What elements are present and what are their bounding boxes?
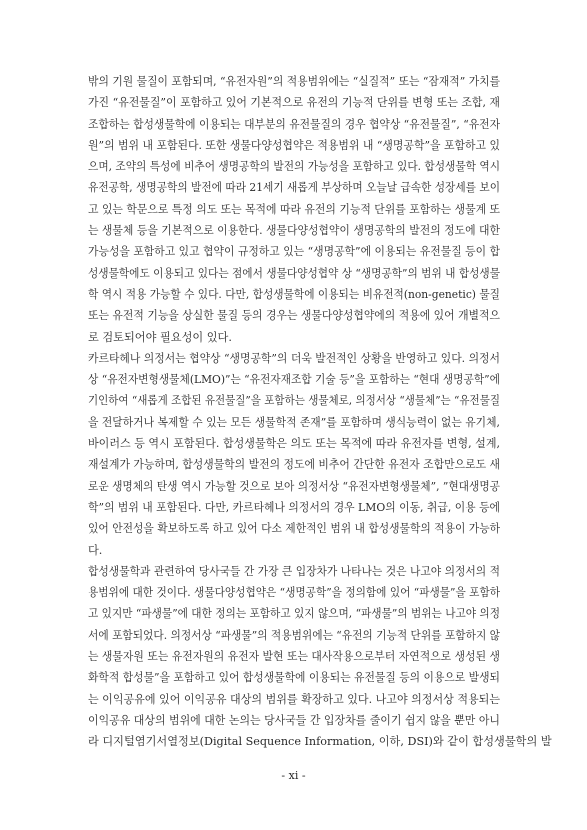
text-line: 가능성을 포함하고 있고 협약이 규정하고 있는 “생명공학”에 이용되는 유전물질 등이 합 — [88, 245, 500, 259]
text-line: 라 디지털염기서열정보(Digital Sequence Information, 이하, DSI)와 같이 합성생물학의 발 — [88, 735, 552, 749]
text-line: 원”의 범위 내 포함된다. 또한 생물다양성협약은 적용범위 내 “생명공학”을 포함하고 있 — [88, 138, 500, 152]
text-line: 가진 “유전물질”이 포함하고 있어 기본적으로 유전의 기능적 단위를 변형 또는 조합, 재 — [88, 96, 500, 110]
text-line: 는 생물체 등을 기본적으로 이용한다. 생물다양성협약이 생명공학의 발전의 정도에 대한 — [88, 224, 501, 238]
text-line: 카르타헤나 의정서는 협약상 “생명공학”의 더욱 발전적인 상황을 반영하고 있다. 의정서 — [88, 351, 500, 365]
text-line: 서에 포함되었다. 의정서상 “파생물”의 적용범위에는 “유전의 기능적 단위를 포함하지 않 — [88, 628, 501, 642]
text-line: 로 검토되어야 필요성이 있다. — [88, 330, 232, 344]
text-line: 있어 안전성을 확보하도록 하고 있어 다소 제한적인 범위 내 합성생물학의 적용이 가능하 — [88, 522, 501, 536]
text-line: 밖의 기원 물질이 포함되며, “유전자원”의 적용범위에는 “실질적” 또는 “잠재적” 가치를 — [88, 75, 501, 88]
text-line: 로운 생명체의 탄생 역시 가능할 것으로 보아 의정서상 “유전자변형생물체”, ”현대생명공 — [88, 479, 501, 493]
text-line: 다. — [88, 543, 103, 557]
text-line: 바이러스 등 역시 포함된다. 합성생물학은 의도 또는 목적에 따라 유전자를 변형, 설계, — [88, 437, 501, 451]
body-text — [88, 71, 552, 753]
paragraph — [88, 348, 500, 561]
paragraph — [88, 561, 552, 753]
text-line: 조합하는 합성생물학에 이용되는 대부분의 유전물질의 경우 협약상 “유전물질”, “유전자 — [88, 117, 500, 131]
text-line: 는 생물자원 또는 유전자원의 유전자 발현 또는 대사작용으로부터 자연적으로 생성된 생 — [88, 650, 501, 664]
paragraph — [88, 71, 500, 348]
text-line: 재설계가 가능하며, 합성생물학의 발전의 정도에 비추어 간단한 유전자 조합만으로도 새 — [88, 458, 501, 472]
text-line: 유전공학, 생명공학의 발전에 따라 21세기 새롭게 부상하며 오늘날 급속한 성장세를 보이 — [88, 181, 501, 195]
text-line: 화학적 합성물”을 포함하고 있어 합성생물학에 이용되는 유전물질 등의 이용으로 발생되 — [88, 671, 500, 685]
text-line: 는 이익공유에 있어 이익공유 대상의 범위를 확장하고 있다. 나고야 의정서상 적용되는 — [88, 692, 500, 706]
text-line: 용범위에 대한 것이다. 생물다양성협약은 “생명공학”을 정의함에 있어 “파생물”을 포함하 — [88, 586, 501, 600]
text-line: 기인하여 “새롭게 조합된 유전물질”을 포함하는 생물체로, 의정서상 “생물체”는 “유전물질 — [88, 394, 501, 408]
text-line: 으며, 조약의 특성에 비추어 생명공학의 발전의 가능성을 포함하고 있다. 합성생물학 역시 — [88, 160, 501, 174]
text-line: 고 있지만 “파생물”에 대한 정의는 포함하고 있지 않으며, “파생물”의 범위는 나고야 의정 — [88, 607, 500, 621]
text-line: 이익공유 대상의 범위에 대한 논의는 당사국들 간 입장차를 줄이기 쉽지 않을 뿐만 아니 — [88, 713, 501, 727]
text-line: 성생물학에도 이용되고 있다는 점에서 생물다양성협약 상 “생명공학”의 범위 내 합성생물 — [88, 266, 501, 280]
text-line: 합성생물학과 관련하여 당사국들 간 가장 큰 입장차가 나타나는 것은 나고야 의정서의 적 — [88, 564, 501, 578]
text-line: 을 전달하거나 복제할 수 있는 모든 생물학적 존재”를 포함하며 생식능력이 없는 유기체, — [88, 415, 500, 429]
text-line: 또는 유전적 기능을 상실한 물질 등의 경우는 생물다양성협약에의 적용에 있어 개별적으 — [88, 309, 501, 323]
page-number: - xi - — [281, 769, 306, 782]
text-line: 상 “유전자변형생물체(LMO)”는 “유전자재조합 기술 등”을 포함하는 “현대 생명공학”에 — [88, 373, 500, 387]
text-line: 고 있는 학문으로 특정 의도 또는 목적에 따라 유전의 기능적 단위를 포함하는 생물계 또 — [88, 202, 501, 216]
text-line: 학”의 범위 내 포함된다. 다만, 카르타헤나 의정서의 경우 LMO의 이동, 취급, 이용 등에 — [88, 500, 500, 514]
text-line: 학 역시 적용 가능할 수 있다. 다만, 합성생물학에 이용되는 비유전적(non-genetic) 물질 — [88, 287, 501, 301]
